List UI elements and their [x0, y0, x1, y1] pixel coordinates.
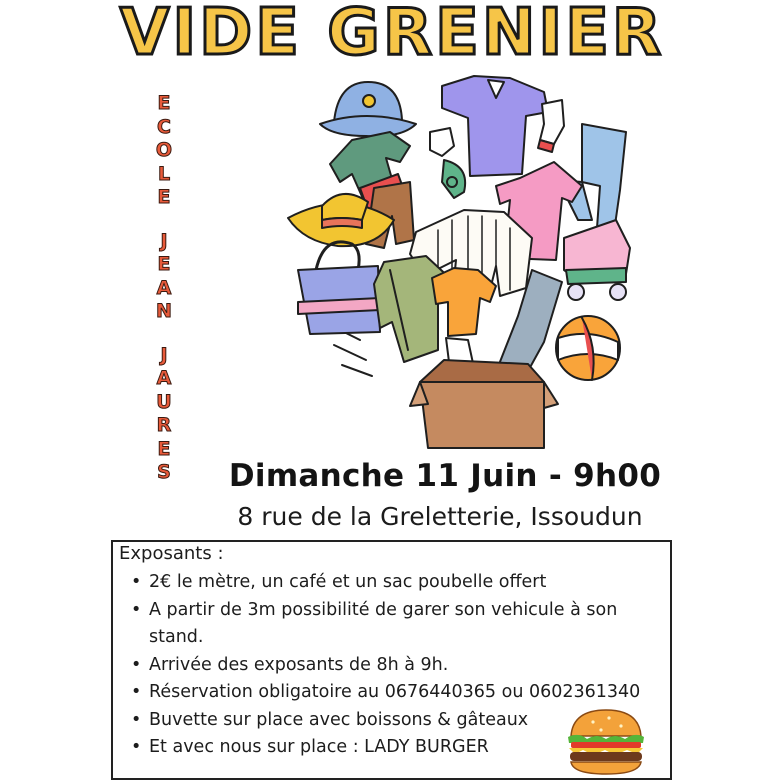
info-item-refreshments: • Buvette sur place avec boissons & gâteaux — [127, 707, 672, 735]
vertical-letter: L — [157, 162, 171, 185]
burger-icon — [565, 706, 647, 776]
vertical-letter: A — [156, 367, 172, 389]
info-item-reservation: • Réservation obligatoire au 0676440365 ou 0602361340 — [127, 679, 672, 707]
event-address: 8 rue de la Greletterie, Issoudun — [237, 502, 643, 531]
info-item-food-truck: • Et avec nous sur place : LADY BURGER — [127, 734, 672, 762]
info-item-arrival: • Arrivée des exposants de 8h à 9h. — [127, 652, 672, 680]
vertical-word-jaures — [152, 344, 176, 485]
exhibitors-heading: Exposants : — [119, 543, 224, 564]
vertical-letter: J — [160, 229, 168, 252]
poster-title: VIDE GRENIER — [119, 0, 665, 70]
event-date-time: Dimanche 11 Juin - 9h00 — [228, 458, 662, 494]
clothes-pile-illustration — [282, 70, 652, 452]
vertical-letter: O — [155, 139, 173, 161]
vertical-letter: S — [157, 461, 171, 483]
vertical-letter: E — [157, 186, 171, 208]
vertical-letter: E — [157, 253, 171, 275]
info-item-price: • 2€ le mètre, un café et un sac poubelle offert — [127, 569, 672, 597]
info-item-parking: • A partir de 3m possibilité de garer son vehicule à son stand. — [127, 597, 669, 652]
vertical-word-jean — [152, 230, 176, 324]
vertical-letter: U — [156, 390, 172, 413]
vertical-letter: R — [156, 414, 172, 436]
school-name-vertical — [152, 92, 176, 505]
vertical-letter: C — [157, 115, 171, 138]
vertical-letter: N — [156, 300, 172, 322]
vertical-letter: E — [157, 92, 171, 114]
vertical-letter: E — [157, 437, 171, 460]
vertical-word-ecole — [152, 92, 176, 210]
vertical-letter: J — [160, 343, 168, 366]
vertical-letter: A — [156, 276, 172, 299]
